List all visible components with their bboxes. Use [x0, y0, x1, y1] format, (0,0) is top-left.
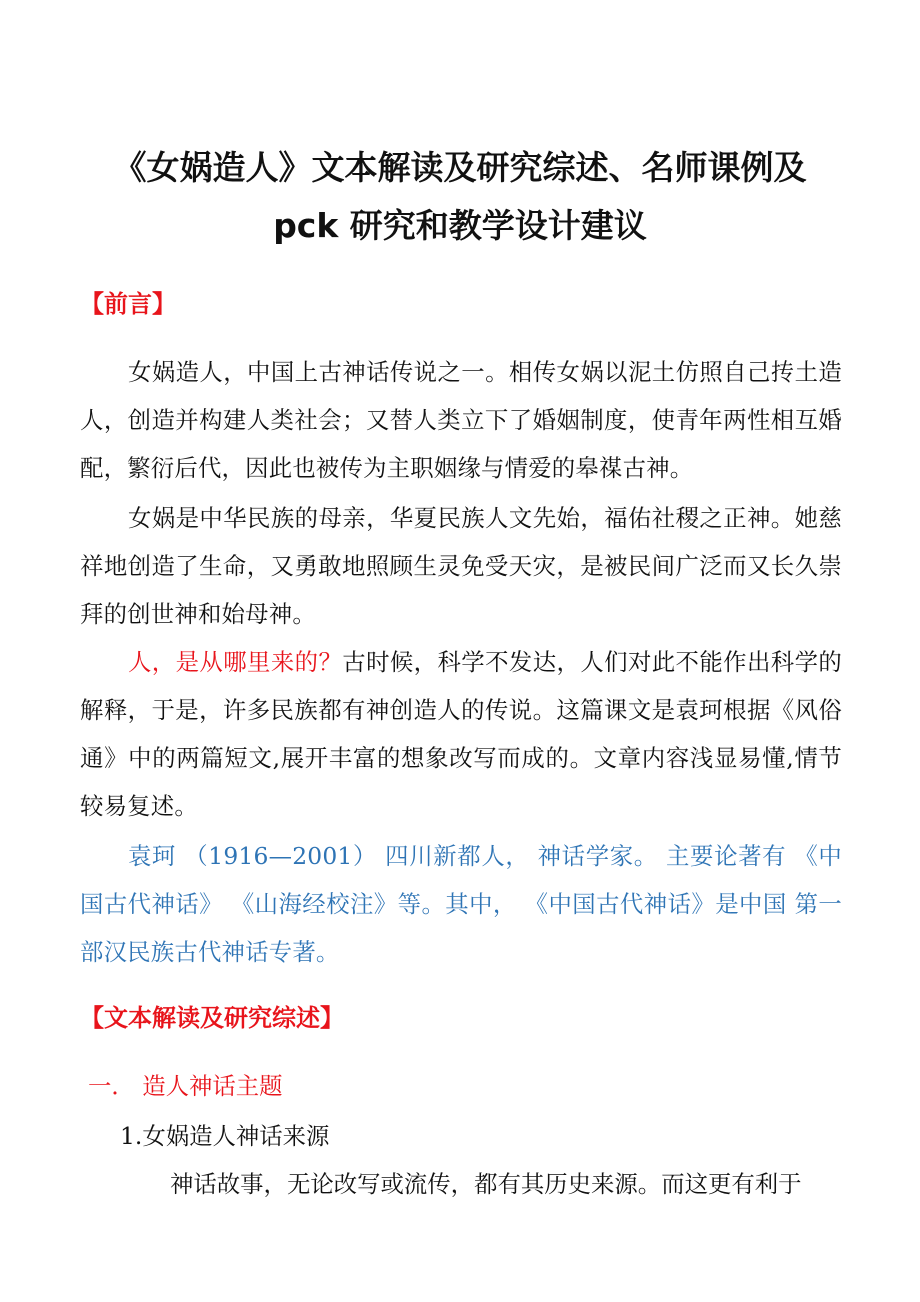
outline-level-1-heading: 一． 造人神话主题 [88, 1072, 283, 1100]
document-title-line-2: pck 研究和教学设计建议 [273, 206, 647, 245]
question-text: 人，是从哪里来的？ [128, 648, 343, 676]
preface-paragraph-2: 女娲是中华民族的母亲，华夏民族人文先始，福佑社稷之正神。她慈祥地创造了生命，又勇敢地照顾生灵免受天灾，是被民间广泛而又长久崇拜的创世神和始母神。 [80, 504, 842, 628]
body-paragraph: 神话故事，无论改写或流传，都有其历史来源。而这更有利于 [170, 1170, 802, 1198]
review-heading: 【文本解读及研究综述】 [80, 1004, 344, 1032]
preface-heading: 【前言】 [80, 290, 176, 318]
preface-paragraph-3 [80, 638, 842, 830]
document-title-line-1: 《女娲造人》文本解读及研究综述、名师课例及 [113, 148, 807, 187]
outline-level-2-heading: 1.女娲造人神话来源 [120, 1122, 330, 1150]
author-note-paragraph: 袁珂 （1916—2001） 四川新都人， 神话学家。 主要论著有 《中国古代神话》 《山海经校注》等。其中， 《中国古代神话》是中国 第一部汉民族古代神话专著。 [80, 842, 842, 966]
preface-paragraph-3-body: 古时候，科学不发达，人们对此不能作出科学的解释，于是，许多民族都有神创造人的传说。这篇课文是袁珂根据《风俗通》中的两篇短文,展开丰富的想象改写而成的。文章内容浅显易懂,情节较易复述。 [80, 648, 842, 820]
preface-paragraph-1: 女娲造人，中国上古神话传说之一。相传女娲以泥土仿照自己抟土造人，创造并构建人类社会；又替人类立下了婚姻制度，使青年两性相互婚配，繁衍后代，因此也被传为主职姻缘与情爱的皋禖古神。 [80, 358, 842, 482]
